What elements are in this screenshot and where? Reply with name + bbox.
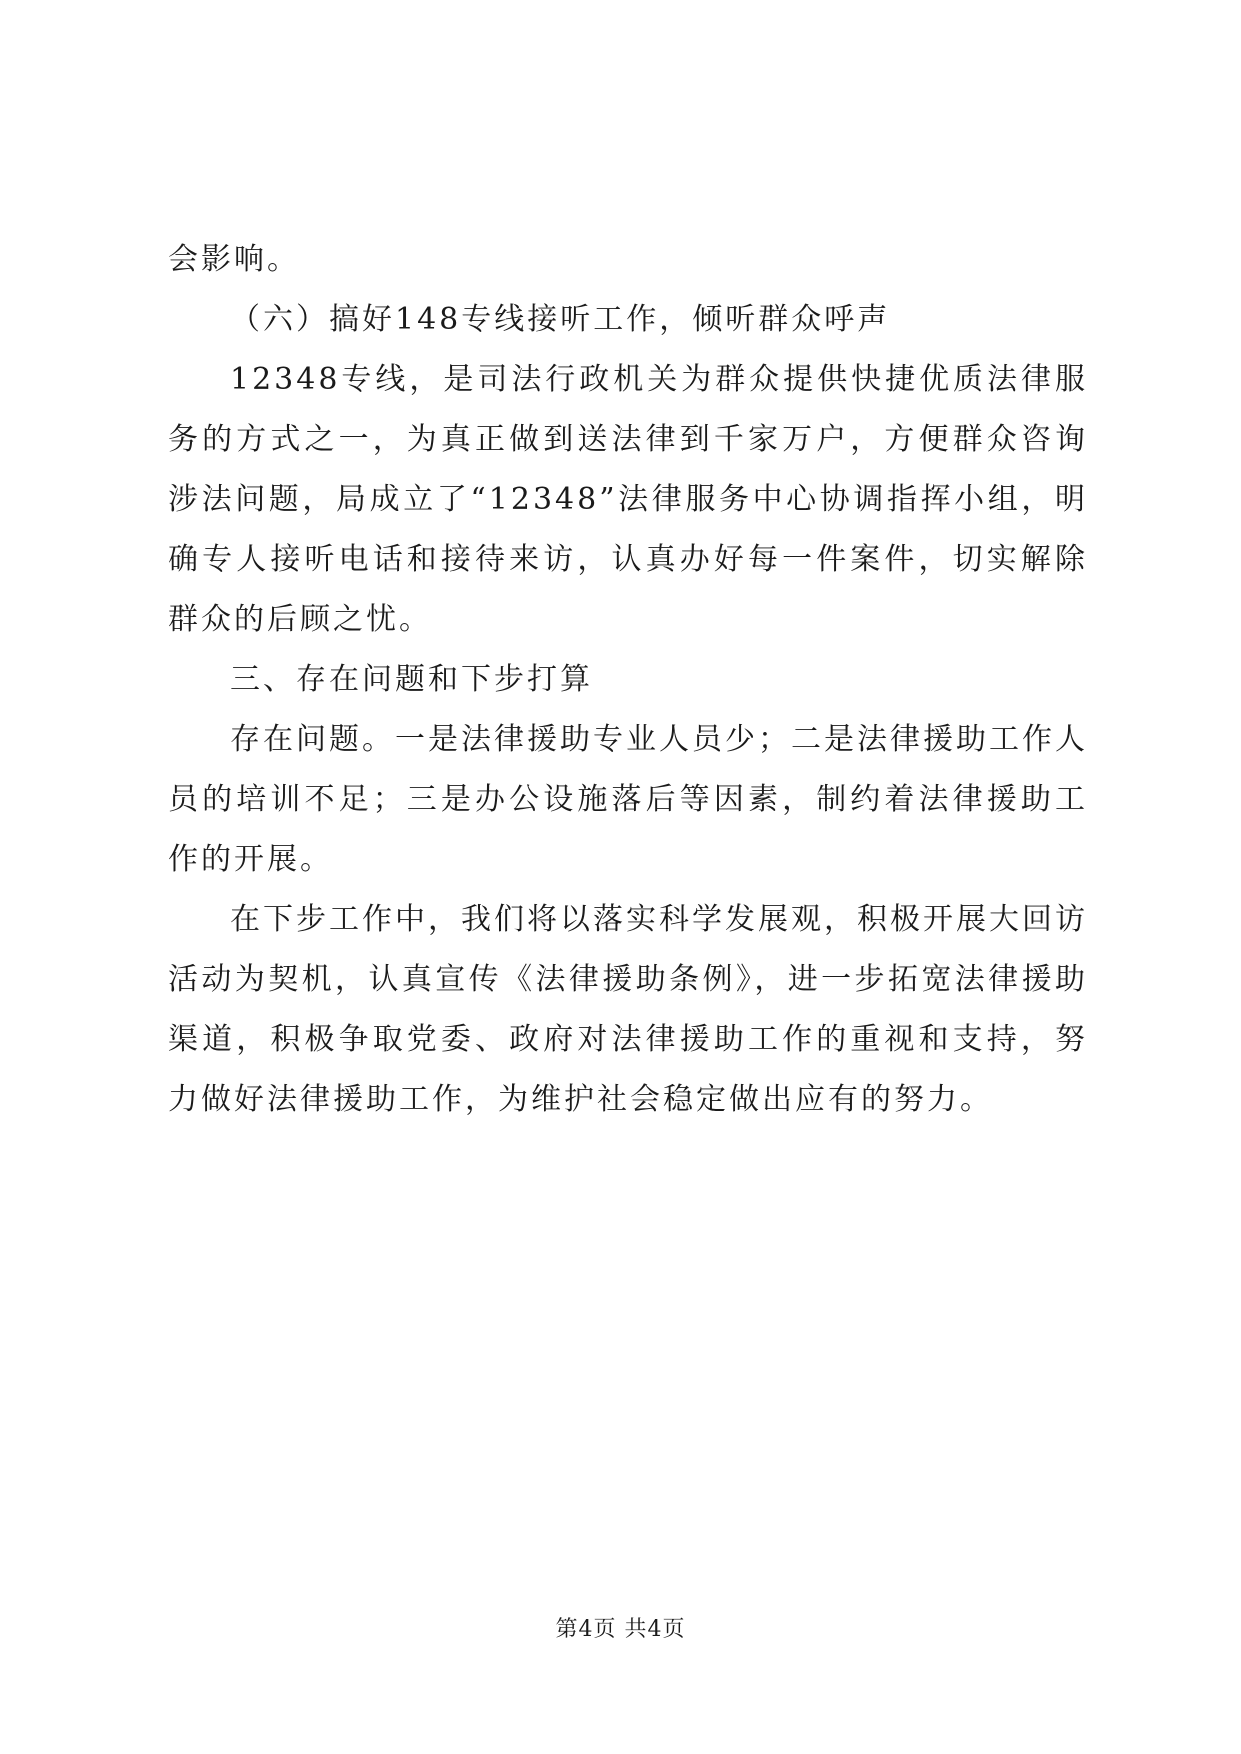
paragraph-problems: 存在问题。一是法律援助专业人员少；二是法律援助工作人员的培训不足；三是办公设施落后等因素，制约着法律援助工作的开展。 [168,722,1088,877]
document-body [168,230,1088,1130]
section-heading-problems: 三、存在问题和下步打算 [230,662,593,697]
paragraph-continuation: 会影响。 [168,242,300,277]
paragraph-hotline: 12348专线，是司法行政机关为群众提供快捷优质法律服务的方式之一，为真正做到送法律到千家万户，方便群众咨询涉法问题，局成立了“12348”法律服务中心协调指挥小组，明确专人接听电话和接待来访，认真办好每一件案件，切实解除群众的后顾之忧。 [168,362,1088,637]
section-heading-hotline: （六）搞好148专线接听工作，倾听群众呼声 [230,302,891,337]
paragraph-next-steps: 在下步工作中，我们将以落实科学发展观，积极开展大回访活动为契机，认真宣传《法律援助条例》，进一步拓宽法律援助渠道，积极争取党委、政府对法律援助工作的重视和支持，努力做好法律援助工作，为维护社会稳定做出应有的努力。 [168,902,1088,1117]
page-number-footer: 第4页 共4页 [555,1617,686,1642]
